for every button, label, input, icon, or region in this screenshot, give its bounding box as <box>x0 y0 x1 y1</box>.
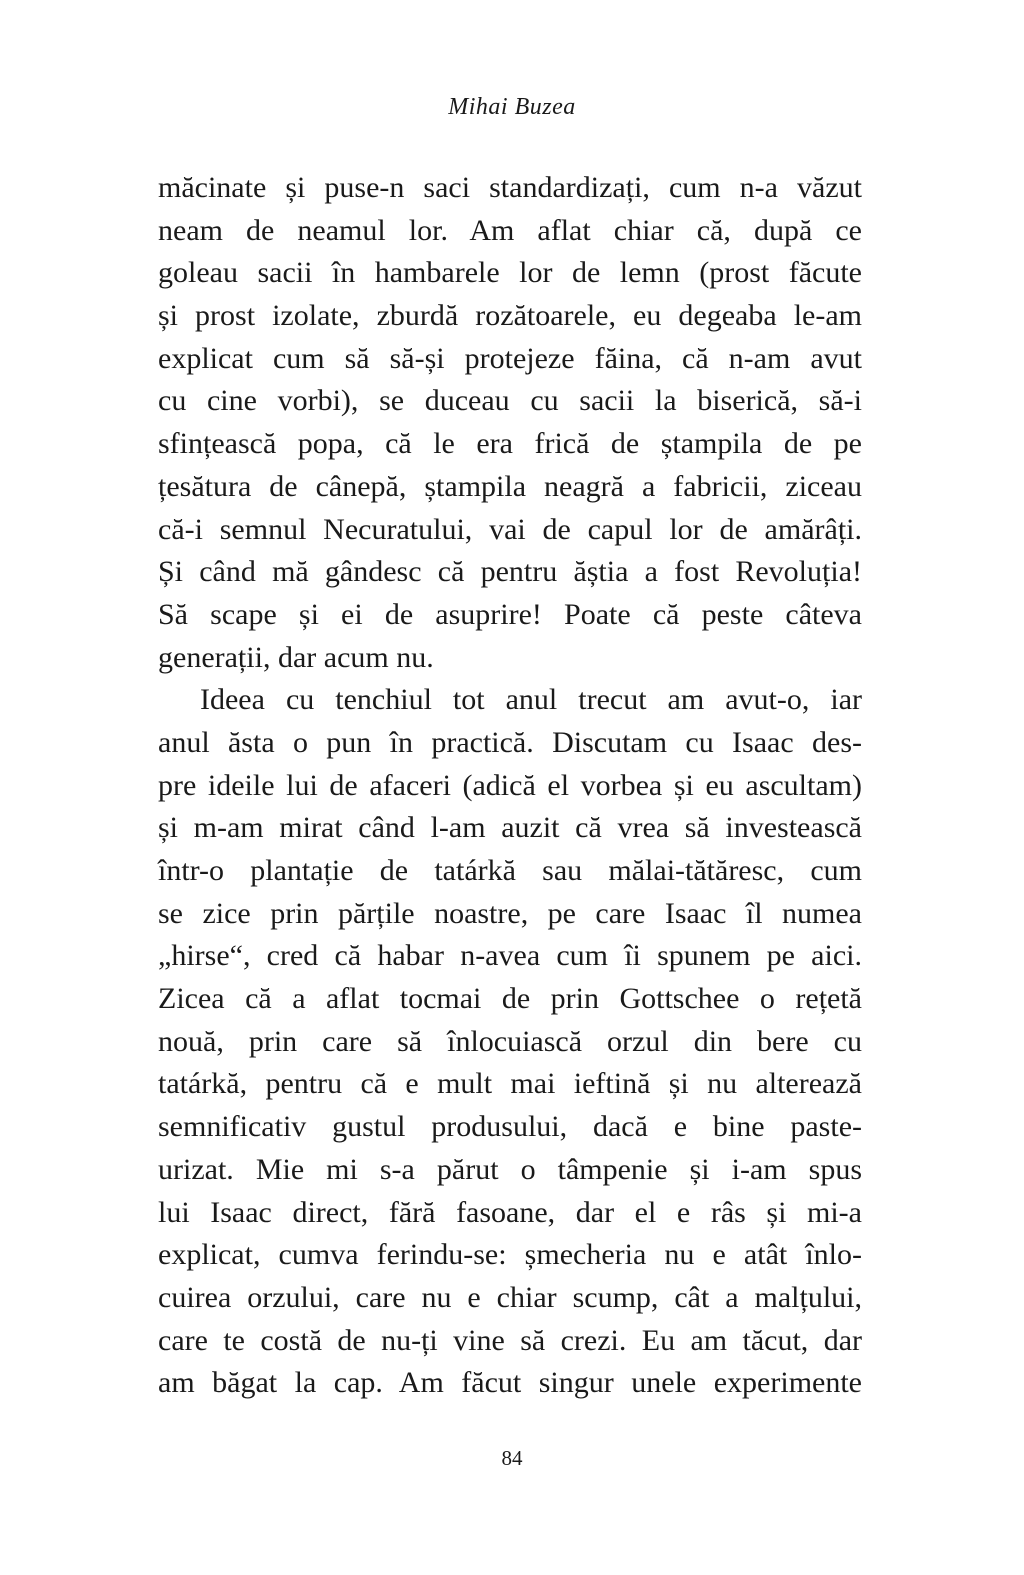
text-line: și m-am mirat când l-am auzit că vrea să investească <box>158 811 862 845</box>
text-line: Zicea că a aflat tocmai de prin Gottschee o rețetă <box>158 982 862 1016</box>
text-line: „hirse“, cred că habar n-avea cum îi spunem pe aici. <box>158 939 862 973</box>
text-line: lui Isaac direct, fără fasoane, dar el e râs și mi-a <box>158 1195 862 1229</box>
text-line: tatárkă, pentru că e mult mai ieftină și nu alterează <box>158 1067 862 1101</box>
text-line: generații, dar acum nu. <box>158 640 434 674</box>
page-number: 84 <box>501 1446 523 1470</box>
text-line: urizat. Mie mi s-a părut o tâmpenie și i-am spus <box>158 1152 862 1186</box>
text-line: nouă, prin care să înlocuiască orzul din bere cu <box>158 1024 862 1058</box>
text-line: pre ideile lui de afaceri (adică el vorbea și eu ascultam) <box>158 768 862 802</box>
text-line: cu cine vorbi), se duceau cu sacii la biserică, să-i <box>158 384 862 418</box>
text-line: goleau sacii în hambarele lor de lemn (prost făcute <box>158 256 862 290</box>
text-line: explicat, cumva ferindu-se: șmecheria nu e atât înlo- <box>158 1238 862 1272</box>
text-line: anul ăsta o pun în practică. Discutam cu Isaac des- <box>158 725 862 759</box>
text-line: țesătura de cânepă, ștampila neagră a fabricii, ziceau <box>158 469 862 503</box>
text-line: care te costă de nu-ți vine să crezi. Eu am tăcut, dar <box>158 1323 862 1357</box>
running-header-author: Mihai Buzea <box>448 94 576 120</box>
text-line: și prost izolate, zburdă rozătoarele, eu degeaba le-am <box>158 299 862 333</box>
text-line: semnificativ gustul produsului, dacă e bine paste- <box>158 1110 862 1144</box>
text-line: se zice prin părțile noastre, pe care Isaac îl numea <box>158 896 862 930</box>
text-line: explicat cum să să-și protejeze făina, că n-am avut <box>158 341 862 375</box>
text-line: neam de neamul lor. Am aflat chiar că, după ce <box>158 213 862 247</box>
text-line: Și când mă gândesc că pentru ăștia a fost Revoluția! <box>158 555 862 589</box>
text-line: am băgat la cap. Am făcut singur unele experimente <box>158 1366 862 1400</box>
text-line: Ideea cu tenchiul tot anul trecut am avut-o, iar <box>200 683 862 717</box>
text-line: sfințească popa, că le era frică de ștampila de pe <box>158 427 862 461</box>
text-line: Să scape și ei de asuprire! Poate că peste câteva <box>158 597 862 631</box>
text-line: că-i semnul Necuratului, vai de capul lor de amărâți. <box>158 512 862 546</box>
text-line: într-o plantație de tatárkă sau mălai-tătăresc, cum <box>158 854 862 887</box>
body-text <box>158 167 862 1405</box>
text-line: cuirea orzului, care nu e chiar scump, cât a malțului, <box>158 1280 862 1314</box>
text-line: măcinate și puse-n saci standardizați, cum n-a văzut <box>158 171 862 204</box>
